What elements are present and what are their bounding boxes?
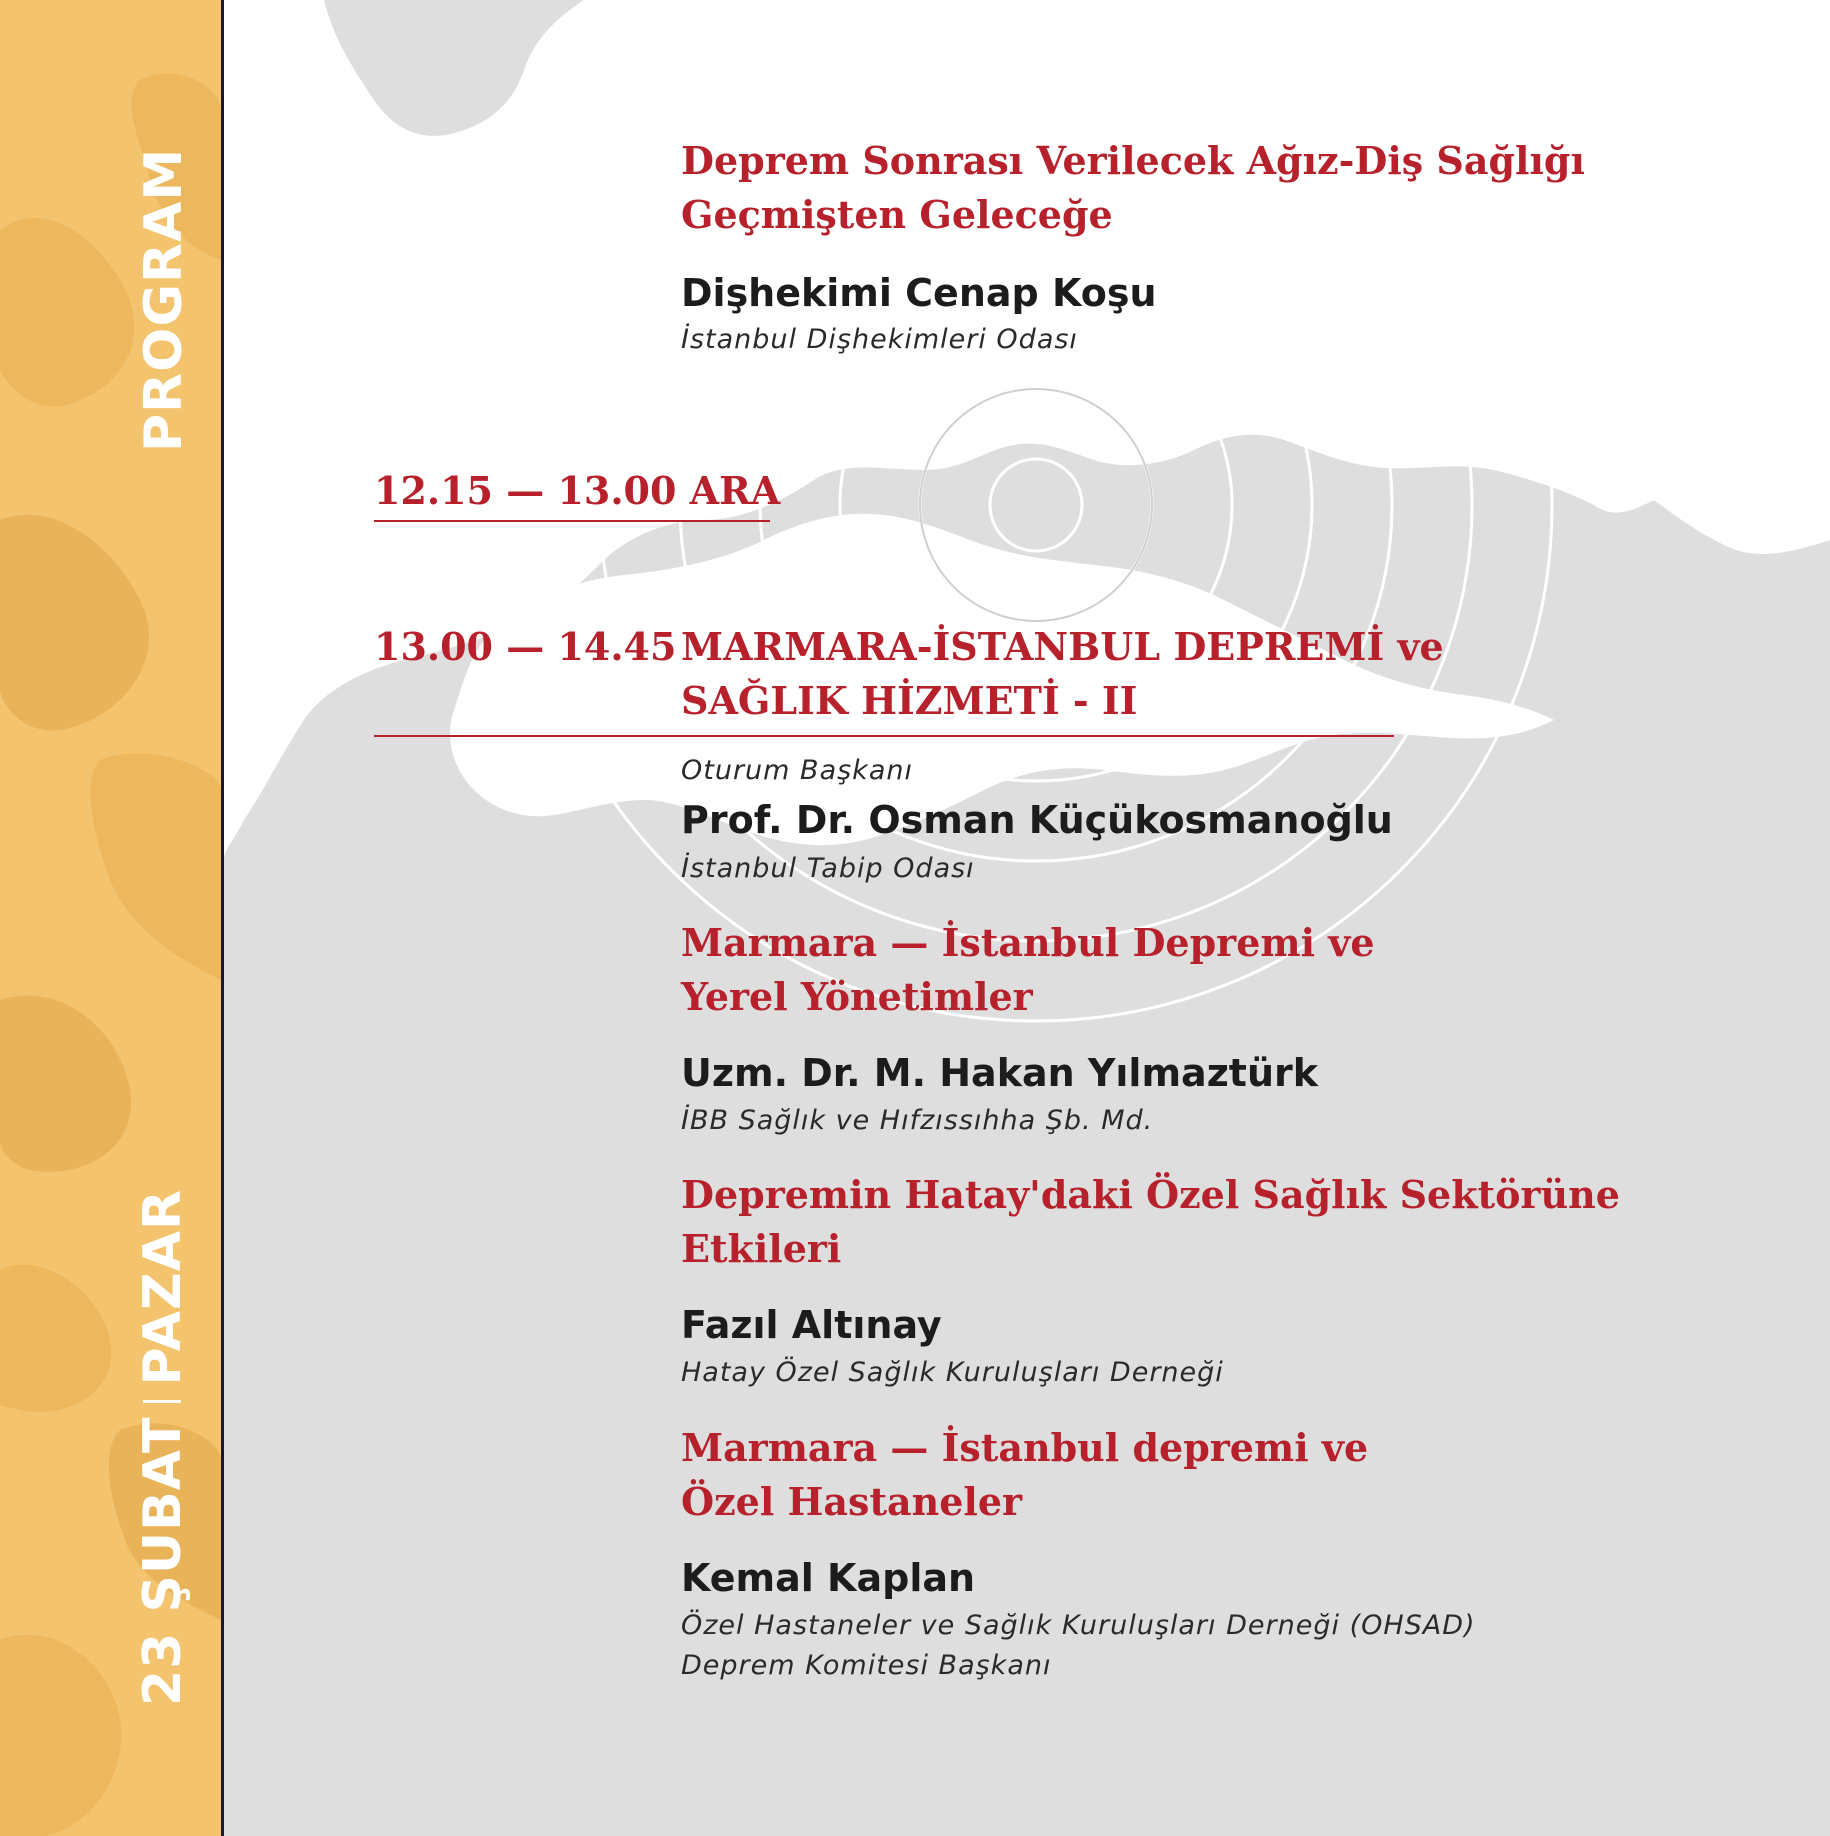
talk-title-line2: Geçmişten Geleceğe xyxy=(681,192,1113,237)
speaker-name: Kemal Kaplan xyxy=(681,1556,976,1600)
chair-role: Oturum Başkanı xyxy=(681,755,913,786)
speaker-affiliation: Özel Hastaneler ve Sağlık Kuruluşları Derneği (OHSAD) xyxy=(681,1610,1476,1641)
talk-title-line1: Depremin Hatay'daki Özel Sağlık Sektörüne xyxy=(681,1172,1620,1217)
speaker-affiliation: Hatay Özel Sağlık Kuruluşları Derneği xyxy=(681,1357,1224,1388)
talk-title-line2: Yerel Yönetimler xyxy=(681,974,1033,1019)
break-underline xyxy=(374,520,770,522)
chair-affiliation: İstanbul Tabip Odası xyxy=(681,853,975,884)
speaker-affiliation-line2: Deprem Komitesi Başkanı xyxy=(681,1650,1052,1681)
speaker-affiliation: İBB Sağlık ve Hıfzıssıhha Şb. Md. xyxy=(681,1105,1154,1136)
talk-title-line1: Marmara — İstanbul Depremi ve xyxy=(681,920,1375,965)
talk-title-line1: Deprem Sonrası Verilecek Ağız-Diş Sağlığı xyxy=(681,138,1585,183)
session-title-line1: MARMARA-İSTANBUL DEPREMİ ve xyxy=(681,624,1444,669)
speaker-affiliation: İstanbul Dişhekimleri Odası xyxy=(681,324,1078,355)
talk-title-line2: Etkileri xyxy=(681,1226,842,1271)
speaker-name: Dişhekimi Cenap Koşu xyxy=(681,271,1157,315)
session-underline xyxy=(374,735,1394,737)
date-weekday: PAZAR xyxy=(133,1188,193,1386)
speaker-name: Fazıl Altınay xyxy=(681,1303,942,1347)
chair-name: Prof. Dr. Osman Küçükosmanoğlu xyxy=(681,798,1393,842)
talk-title-line1: Marmara — İstanbul depremi ve xyxy=(681,1425,1369,1470)
talk-title-line2: Özel Hastaneler xyxy=(681,1479,1023,1524)
date-day: 23 ŞUBAT xyxy=(133,1416,193,1706)
break-time: 12.15 — 13.00 ARA xyxy=(374,468,781,513)
session-time: 13.00 — 14.45 xyxy=(374,624,677,669)
speaker-name: Uzm. Dr. M. Hakan Yılmaztürk xyxy=(681,1051,1319,1095)
session-title-line2: SAĞLIK HİZMETİ - II xyxy=(681,678,1138,723)
program-label: PROGRAM xyxy=(134,147,194,452)
